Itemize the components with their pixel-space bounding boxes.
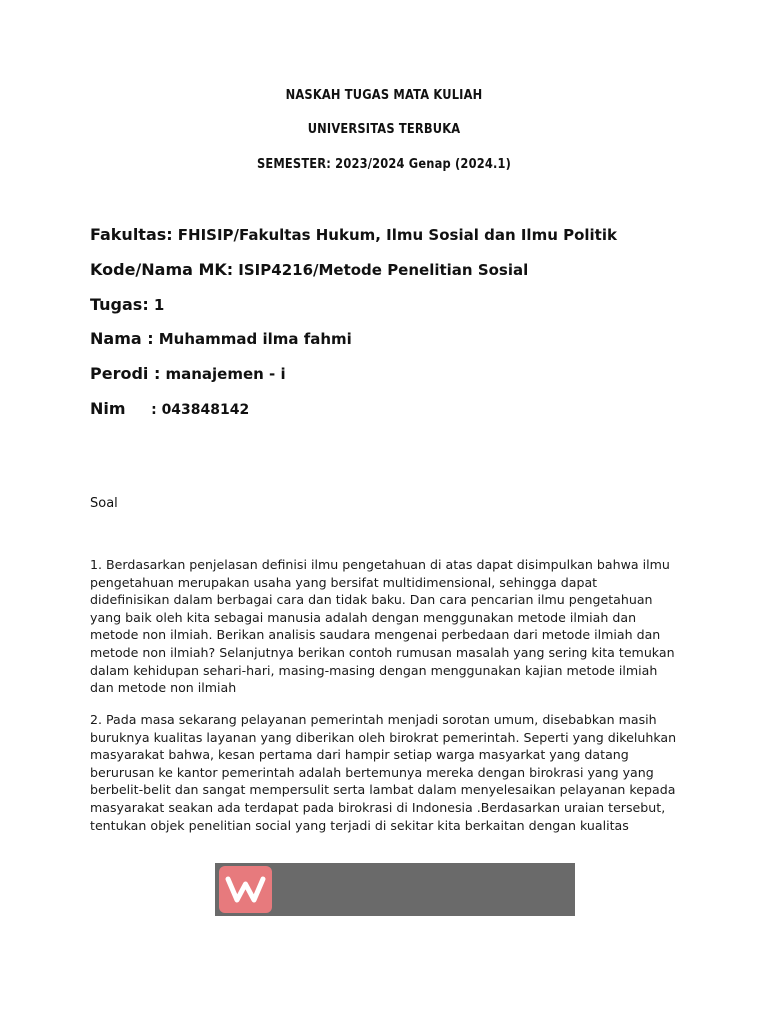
tugas-value: 1: [153, 296, 165, 314]
tugas-row: [90, 295, 164, 314]
nim-label: Nim: [90, 399, 126, 418]
fakultas-label: Fakultas:: [90, 225, 173, 244]
nim-value: : 043848142: [151, 402, 250, 418]
nim-row: [90, 399, 249, 418]
kode-row: [90, 260, 528, 279]
fakultas-row: [90, 225, 617, 244]
question-2: 2. Pada masa sekarang pelayanan pemerintah menjadi sorotan umum, disebabkan masih buruknya kualitas layanan yang diberikan oleh birokrat pemerintah. Seperti yang dikeluhkan masyarakat bahwa, kesan pertama dari hampir setiap warga masyarkat yang datang berurusan ke kantor pemerintah adalah bertemunya mereka dengan birokrasi yang yang berbelit-belit dan sangat mempersulit serta lambat dalam menyelesaikan pelayanan kepada masyarakat seakan ada terdapat pada birokrasi di Indonesia .Berdasarkan uraian tersebut, tentukan objek penelitian social yang terjadi di sekitar kita berkaitan dengan kualitas: [90, 712, 677, 833]
tugas-label: Tugas:: [90, 295, 149, 314]
kode-value: ISIP4216/Metode Penelitian Sosial: [238, 261, 529, 279]
kode-label: Kode/Nama MK:: [90, 260, 234, 279]
perodi-value: manajemen - i: [165, 365, 286, 383]
wps-logo-icon[interactable]: [219, 866, 272, 913]
question-1: 1. Berdasarkan penjelasan definisi ilmu pengetahuan di atas dapat disimpulkan bahwa ilmu pengetahuan merupakan usaha yang bersifat multidimensional, sehingga dapat didefinisikan dalam berbagai cara dan tidak baku. Dan cara pencarian ilmu pengetahuan yang baik oleh kita sebagai manusia adalah dengan menggunakan metode ilmiah dan metode non ilmiah. Berikan analisis saudara mengenai perbedaan dari metode ilmiah dan metode non ilmiah? Selanjutnya berikan contoh rumusan masalah yang sering kita temukan dalam kehidupan sehari-hari, masing-masing dengan menggunakan kajian metode ilmiah dan metode non ilmiah: [90, 557, 675, 696]
nama-row: [90, 329, 352, 348]
soal-heading: Soal: [90, 496, 118, 511]
nama-label: Nama :: [90, 329, 154, 348]
doc-title: NASKAH TUGAS MATA KULIAH: [285, 88, 483, 103]
semester-line: SEMESTER: 2023/2024 Genap (2024.1): [256, 157, 512, 172]
wps-banner[interactable]: [215, 863, 575, 916]
perodi-row: [90, 364, 286, 383]
fakultas-value: FHISIP/Fakultas Hukum, Ilmu Sosial dan Ilmu Politik: [177, 226, 617, 244]
wps-w-glyph: [225, 872, 266, 907]
university-name: UNIVERSITAS TERBUKA: [307, 122, 461, 137]
perodi-label: Perodi :: [90, 364, 161, 383]
nama-value: Muhammad ilma fahmi: [158, 330, 352, 348]
